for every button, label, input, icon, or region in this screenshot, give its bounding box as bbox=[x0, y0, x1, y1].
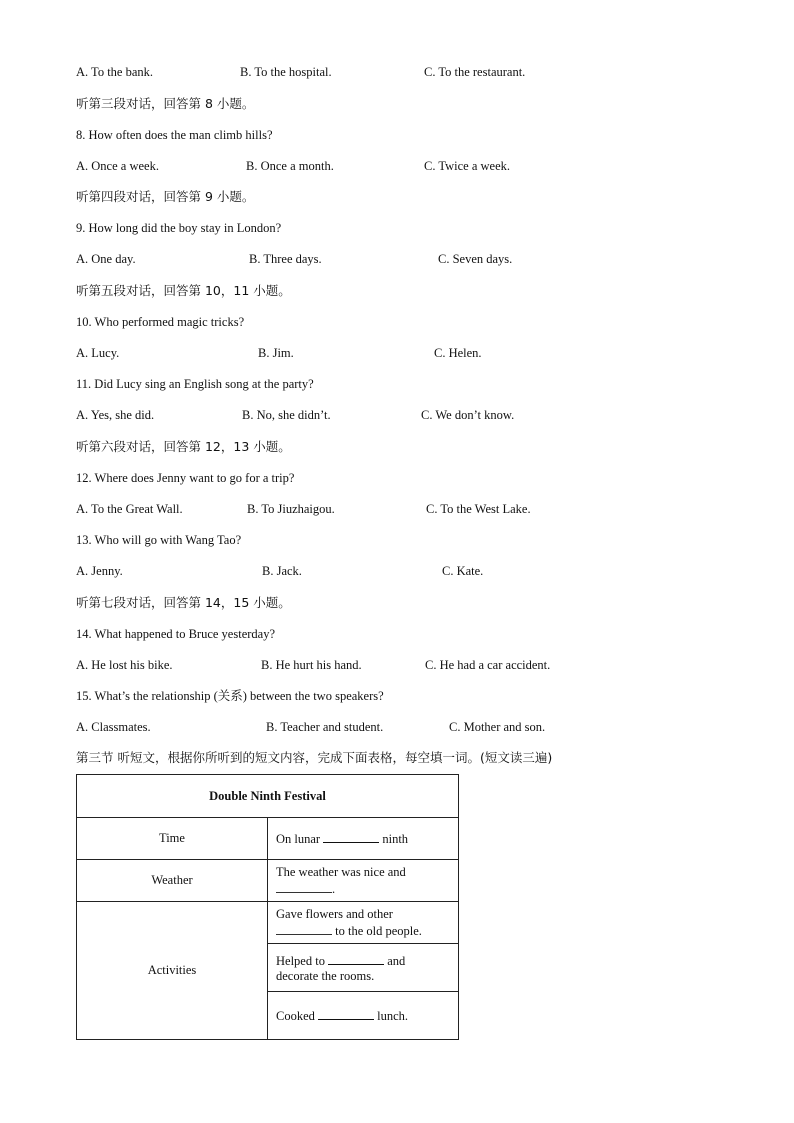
activity-1-cell bbox=[268, 902, 459, 944]
time-text-pre: On lunar bbox=[276, 832, 324, 846]
section-7-instruction: 听第七段对话，回答第 14，15 小题。 bbox=[76, 595, 291, 610]
q11-question: 11. Did Lucy sing an English song at the party? bbox=[76, 377, 314, 391]
q7-option-a: A. To the bank. bbox=[76, 65, 154, 79]
time-cell bbox=[268, 818, 459, 860]
q12-question: 12. Where does Jenny want to go for a trip? bbox=[76, 471, 295, 485]
q9-question: 9. How long did the boy stay in London? bbox=[76, 221, 282, 235]
q13-question: 13. Who will go with Wang Tao? bbox=[76, 533, 242, 547]
q11-option-a: A. Yes, she did. bbox=[76, 408, 155, 422]
activity-2-text-pre: Helped to bbox=[276, 953, 329, 968]
q13-option-c: C. Kate. bbox=[442, 564, 484, 578]
q14-question: 14. What happened to Bruce yesterday? bbox=[76, 627, 275, 641]
time-label: Time bbox=[77, 818, 268, 860]
activity-2-cell bbox=[268, 944, 459, 992]
q12-option-a: A. To the Great Wall. bbox=[76, 502, 183, 516]
table-title: Double Ninth Festival bbox=[77, 775, 459, 818]
q14-option-b: B. He hurt his hand. bbox=[261, 658, 362, 672]
activity-3-text-post: lunch. bbox=[374, 1009, 409, 1023]
section-3-instruction: 听第三段对话，回答第 8 小题。 bbox=[76, 96, 255, 111]
activity-3-text-pre: Cooked bbox=[276, 1009, 319, 1023]
q8-option-a: A. Once a week. bbox=[76, 159, 159, 173]
q8-question: 8. How often does the man climb hills? bbox=[76, 128, 273, 142]
q12-option-b: B. To Jiuzhaigou. bbox=[247, 502, 335, 516]
section-5-instruction: 听第五段对话，回答第 10，11 小题。 bbox=[76, 283, 291, 298]
activities-label: Activities bbox=[77, 902, 268, 1040]
section-6-instruction: 听第六段对话，回答第 12，13 小题。 bbox=[76, 439, 291, 454]
q11-option-b: B. No, she didn’t. bbox=[242, 408, 331, 422]
q15-question: 15. What’s the relationship (关系) between the two speakers? bbox=[76, 689, 384, 703]
q10-option-b: B. Jim. bbox=[258, 346, 294, 360]
activity-1-text-post: to the old people. bbox=[332, 923, 422, 938]
activity-2-text-post: and decorate the rooms. bbox=[276, 953, 406, 983]
q15-option-a: A. Classmates. bbox=[76, 720, 151, 734]
q7-option-b: B. To the hospital. bbox=[240, 65, 332, 79]
q8-option-b: B. Once a month. bbox=[246, 159, 334, 173]
weather-text-pre: The weather was nice and bbox=[276, 864, 406, 879]
q13-option-b: B. Jack. bbox=[262, 564, 302, 578]
q8-option-c: C. Twice a week. bbox=[424, 159, 511, 173]
activity-2-blank[interactable] bbox=[328, 952, 384, 965]
time-blank[interactable] bbox=[323, 830, 379, 843]
q15-option-b: B. Teacher and student. bbox=[266, 720, 384, 734]
activity-3-cell bbox=[268, 992, 459, 1040]
q13-option-a: A. Jenny. bbox=[76, 564, 123, 578]
q14-option-a: A. He lost his bike. bbox=[76, 658, 173, 672]
section-4-instruction: 听第四段对话，回答第 9 小题。 bbox=[76, 189, 255, 204]
q9-option-a: A. One day. bbox=[76, 252, 136, 266]
weather-label: Weather bbox=[77, 860, 268, 902]
activity-1-blank[interactable] bbox=[276, 922, 332, 935]
q10-option-a: A. Lucy. bbox=[76, 346, 120, 360]
weather-blank[interactable] bbox=[276, 880, 332, 893]
weather-cell bbox=[268, 860, 459, 902]
activity-1-text-pre: Gave flowers and other bbox=[276, 906, 393, 921]
q9-option-c: C. Seven days. bbox=[438, 252, 513, 266]
q9-option-b: B. Three days. bbox=[249, 252, 322, 266]
q12-option-c: C. To the West Lake. bbox=[426, 502, 531, 516]
q7-option-c: C. To the restaurant. bbox=[424, 65, 526, 79]
q10-option-c: C. Helen. bbox=[434, 346, 482, 360]
time-text-post: ninth bbox=[379, 832, 409, 846]
weather-text-post: . bbox=[332, 881, 336, 896]
q10-question: 10. Who performed magic tricks? bbox=[76, 315, 245, 329]
q14-option-c: C. He had a car accident. bbox=[425, 658, 551, 672]
q11-option-c: C. We don’t know. bbox=[421, 408, 515, 422]
part-3-heading: 第三节 听短文，根据你所听到的短文内容，完成下面表格，每空填一词。(短文读三遍) bbox=[76, 750, 553, 765]
activity-3-blank[interactable] bbox=[318, 1007, 374, 1020]
festival-table bbox=[76, 774, 459, 1040]
q15-option-c: C. Mother and son. bbox=[449, 720, 546, 734]
